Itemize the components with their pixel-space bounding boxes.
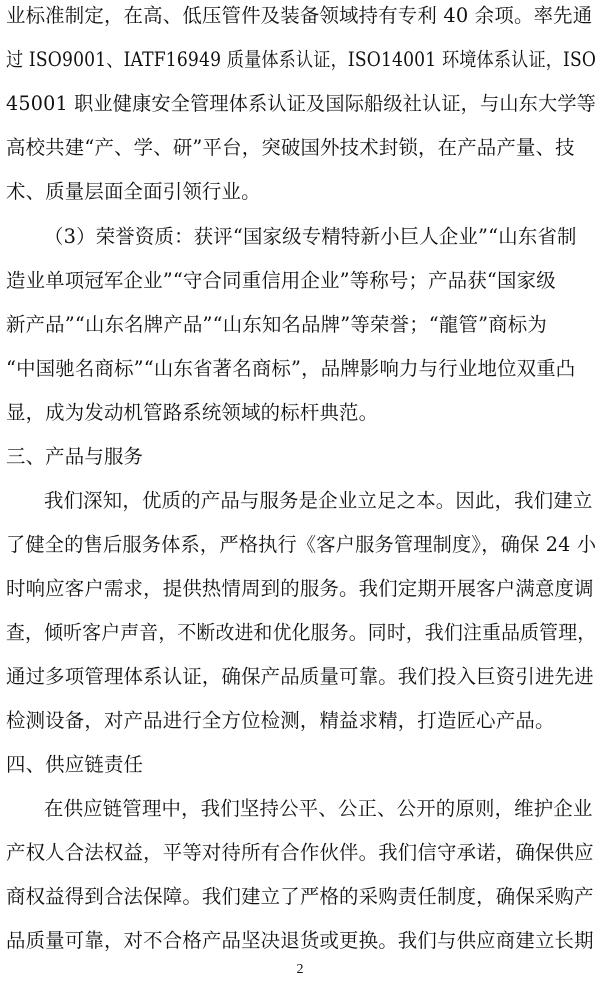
paragraph-line: 高校共建“产、学、研”平台，突破国外技术封锁，在产品产量、技 — [6, 136, 575, 159]
paragraph-line: 造业单项冠军企业”“守合同重信用企业”等称号；产品获“国家级 — [6, 269, 556, 292]
paragraph-line: 通过多项管理体系认证，确保产品质量可靠。我们投入巨资引进先进 — [6, 665, 594, 688]
paragraph-line: 了健全的售后服务体系，严格执行《客户服务管理制度》，确保 24 小 — [6, 533, 597, 556]
paragraph-line: “中国驰名商标”“山东省著名商标”，品牌影响力与行业地位双重凸 — [6, 357, 576, 380]
paragraph-line: 在供应链管理中，我们坚持公平、公正、公开的原则，维护企业 — [44, 797, 593, 820]
paragraph-line: （3）荣誉资质：获评“国家级专精特新小巨人企业”“山东省制 — [44, 225, 577, 248]
paragraph-line: 品质量可靠，对不合格产品坚决退货或更换。我们与供应商建立长期 — [6, 929, 594, 952]
paragraph-line: 时响应客户需求，提供热情周到的服务。我们定期开展客户满意度调 — [6, 577, 594, 600]
paragraph-line: 新产品”“山东名牌产品”“山东知名品牌”等荣誉；“龍管”商标为 — [6, 313, 547, 336]
paragraph-line: 显，成为发动机管路系统领域的标杆典范。 — [6, 401, 379, 424]
paragraph-line: 术、质量层面全面引领行业。 — [6, 180, 261, 203]
page-number: 2 — [296, 962, 304, 977]
paragraph-line: 过 ISO9001、IATF16949 质量体系认证，ISO14001 环境体系认证，ISO — [6, 48, 597, 71]
paragraph-line: 商权益得到合法保障。我们建立了严格的采购责任制度，确保采购产 — [6, 885, 594, 908]
paragraph-line: 检测设备，对产品进行全方位检测，精益求精，打造匠心产品。 — [6, 709, 555, 732]
paragraph-line: 我们深知，优质的产品与服务是企业立足之本。因此，我们建立 — [44, 489, 593, 512]
paragraph-line: 45001 职业健康安全管理体系认证及国际船级社认证，与山东大学等 — [6, 92, 596, 115]
paragraph-line: 业标准制定，在高、低压管件及装备领域持有专利 40 余项。率先通 — [6, 4, 593, 27]
section-heading: 三、产品与服务 — [6, 445, 144, 468]
section-heading: 四、供应链责任 — [6, 753, 144, 776]
paragraph-line: 查，倾听客户声音，不断改进和优化服务。同时，我们注重品质管理， — [6, 621, 597, 644]
paragraph-line: 产权人合法权益，平等对待所有合作伙伴。我们信守承诺，确保供应 — [6, 841, 594, 864]
